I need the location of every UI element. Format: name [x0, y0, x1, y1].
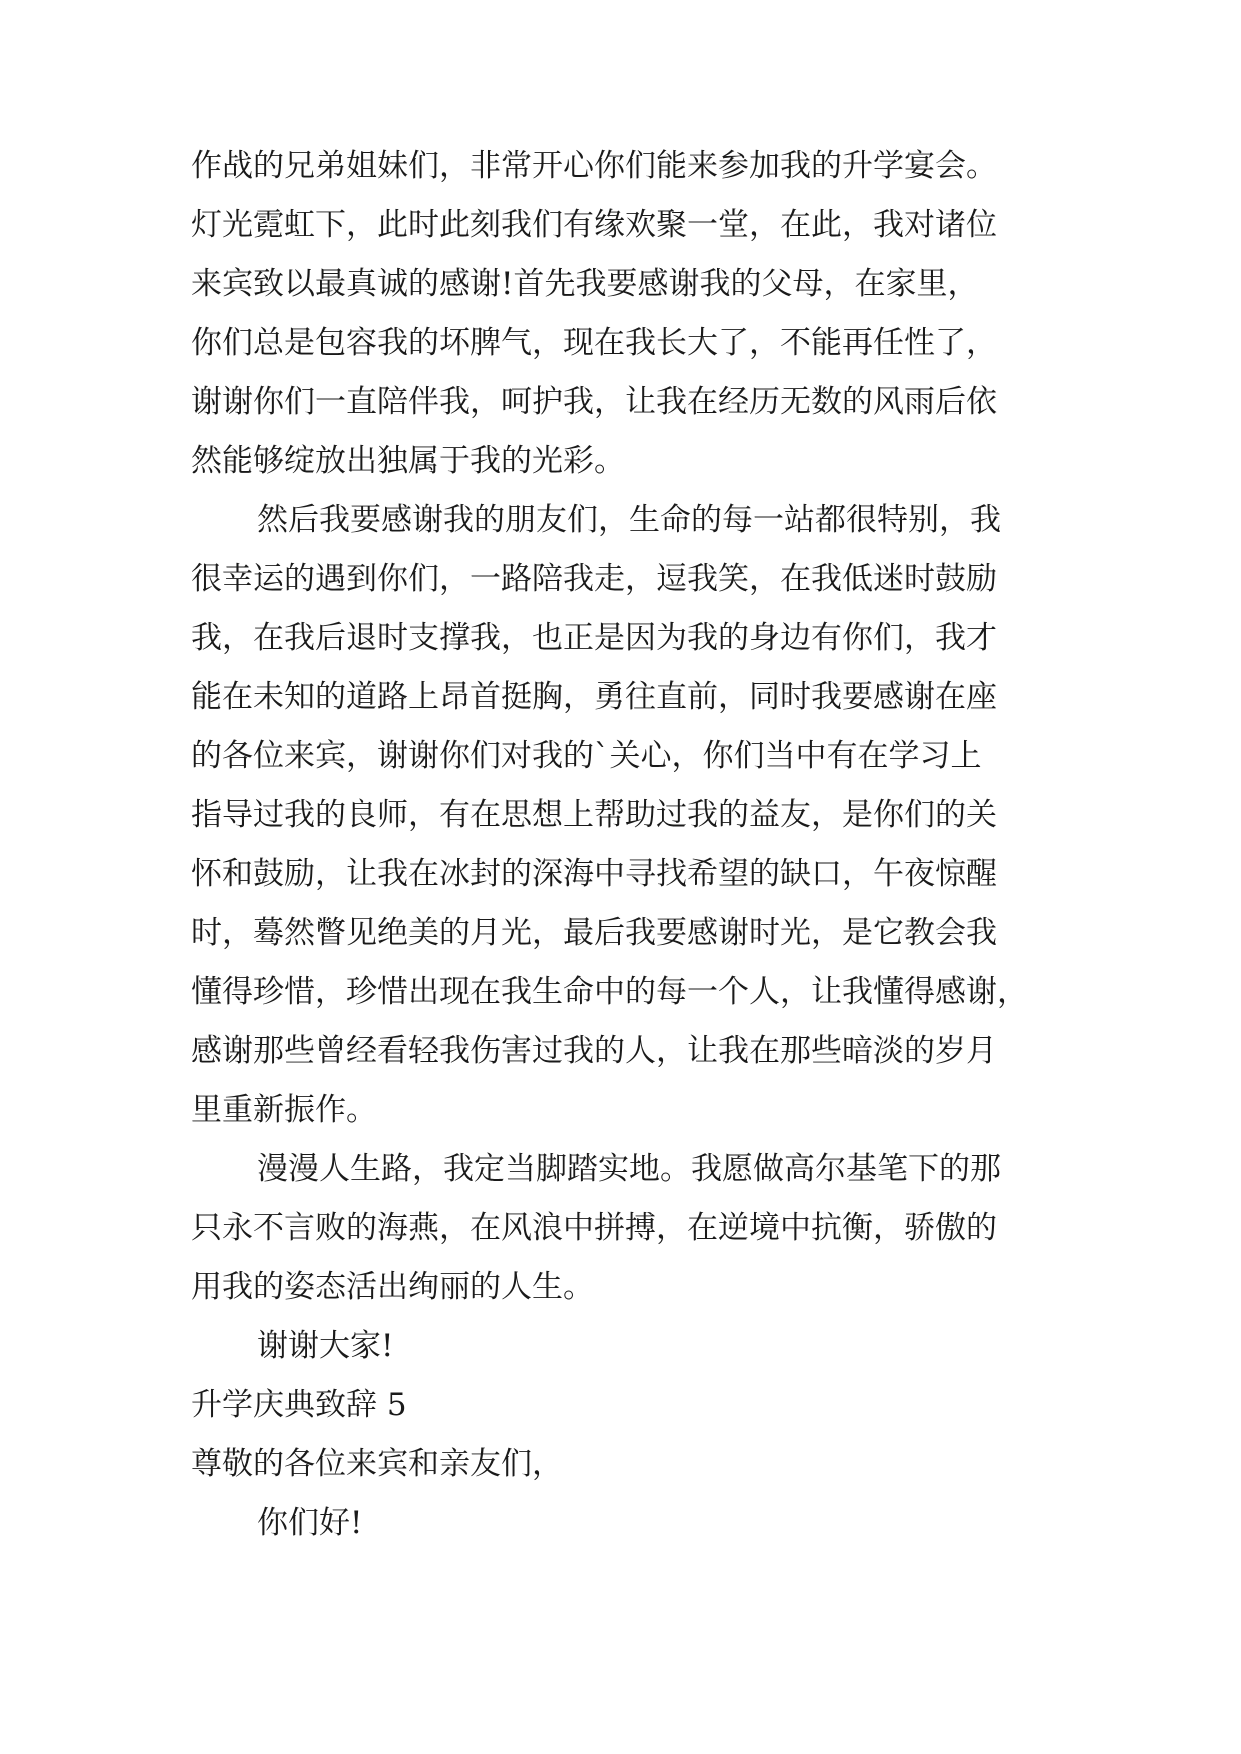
- body-text-line: 灯光霓虹下，此时此刻我们有缘欢聚一堂，在此，我对诸位: [191, 207, 997, 243]
- body-text-line: 作战的兄弟姐妹们，非常开心你们能来参加我的升学宴会。: [191, 148, 997, 184]
- paragraph-first-line: 然后我要感谢我的朋友们，生命的每一站都很特别，我: [257, 502, 1001, 538]
- body-text-line: 感谢那些曾经看轻我伤害过我的人，让我在那些暗淡的岁月: [191, 1033, 997, 1069]
- body-text-line: 怀和鼓励，让我在冰封的深海中寻找希望的缺口，午夜惊醒: [191, 856, 997, 892]
- body-text-line: 很幸运的遇到你们，一路陪我走，逗我笑，在我低迷时鼓励: [191, 561, 997, 597]
- body-text-line: 的各位来宾，谢谢你们对我的`关心，你们当中有在学习上: [191, 738, 982, 774]
- section-heading: 升学庆典致辞 5: [191, 1387, 407, 1423]
- body-text-line: 我，在我后退时支撑我，也正是因为我的身边有你们，我才: [191, 620, 997, 656]
- body-text-line: 懂得珍惜，珍惜出现在我生命中的每一个人，让我懂得感谢，: [191, 974, 1028, 1010]
- paragraph-first-line: 漫漫人生路，我定当脚踏实地。我愿做高尔基笔下的那: [257, 1151, 1001, 1187]
- body-text-line: 用我的姿态活出绚丽的人生。: [191, 1269, 594, 1305]
- closing-thanks: 谢谢大家!: [257, 1328, 394, 1364]
- body-text-line: 能在未知的道路上昂首挺胸，勇往直前，同时我要感谢在座: [191, 679, 997, 715]
- body-text-line: 里重新振作。: [191, 1092, 377, 1128]
- body-text-line: 然能够绽放出独属于我的光彩。: [191, 443, 625, 479]
- greeting: 你们好!: [257, 1505, 363, 1541]
- salutation: 尊敬的各位来宾和亲友们，: [191, 1446, 563, 1482]
- body-text-line: 你们总是包容我的坏脾气，现在我长大了，不能再任性了，: [191, 325, 997, 361]
- body-text-line: 时，蓦然瞥见绝美的月光，最后我要感谢时光，是它教会我: [191, 915, 997, 951]
- body-text-line: 只永不言败的海燕，在风浪中拼搏，在逆境中抗衡，骄傲的: [191, 1210, 997, 1246]
- body-text-line: 谢谢你们一直陪伴我，呵护我，让我在经历无数的风雨后依: [191, 384, 997, 420]
- body-text-line: 指导过我的良师，有在思想上帮助过我的益友，是你们的关: [191, 797, 997, 833]
- body-text-line: 来宾致以最真诚的感谢!首先我要感谢我的父母，在家里，: [191, 266, 979, 302]
